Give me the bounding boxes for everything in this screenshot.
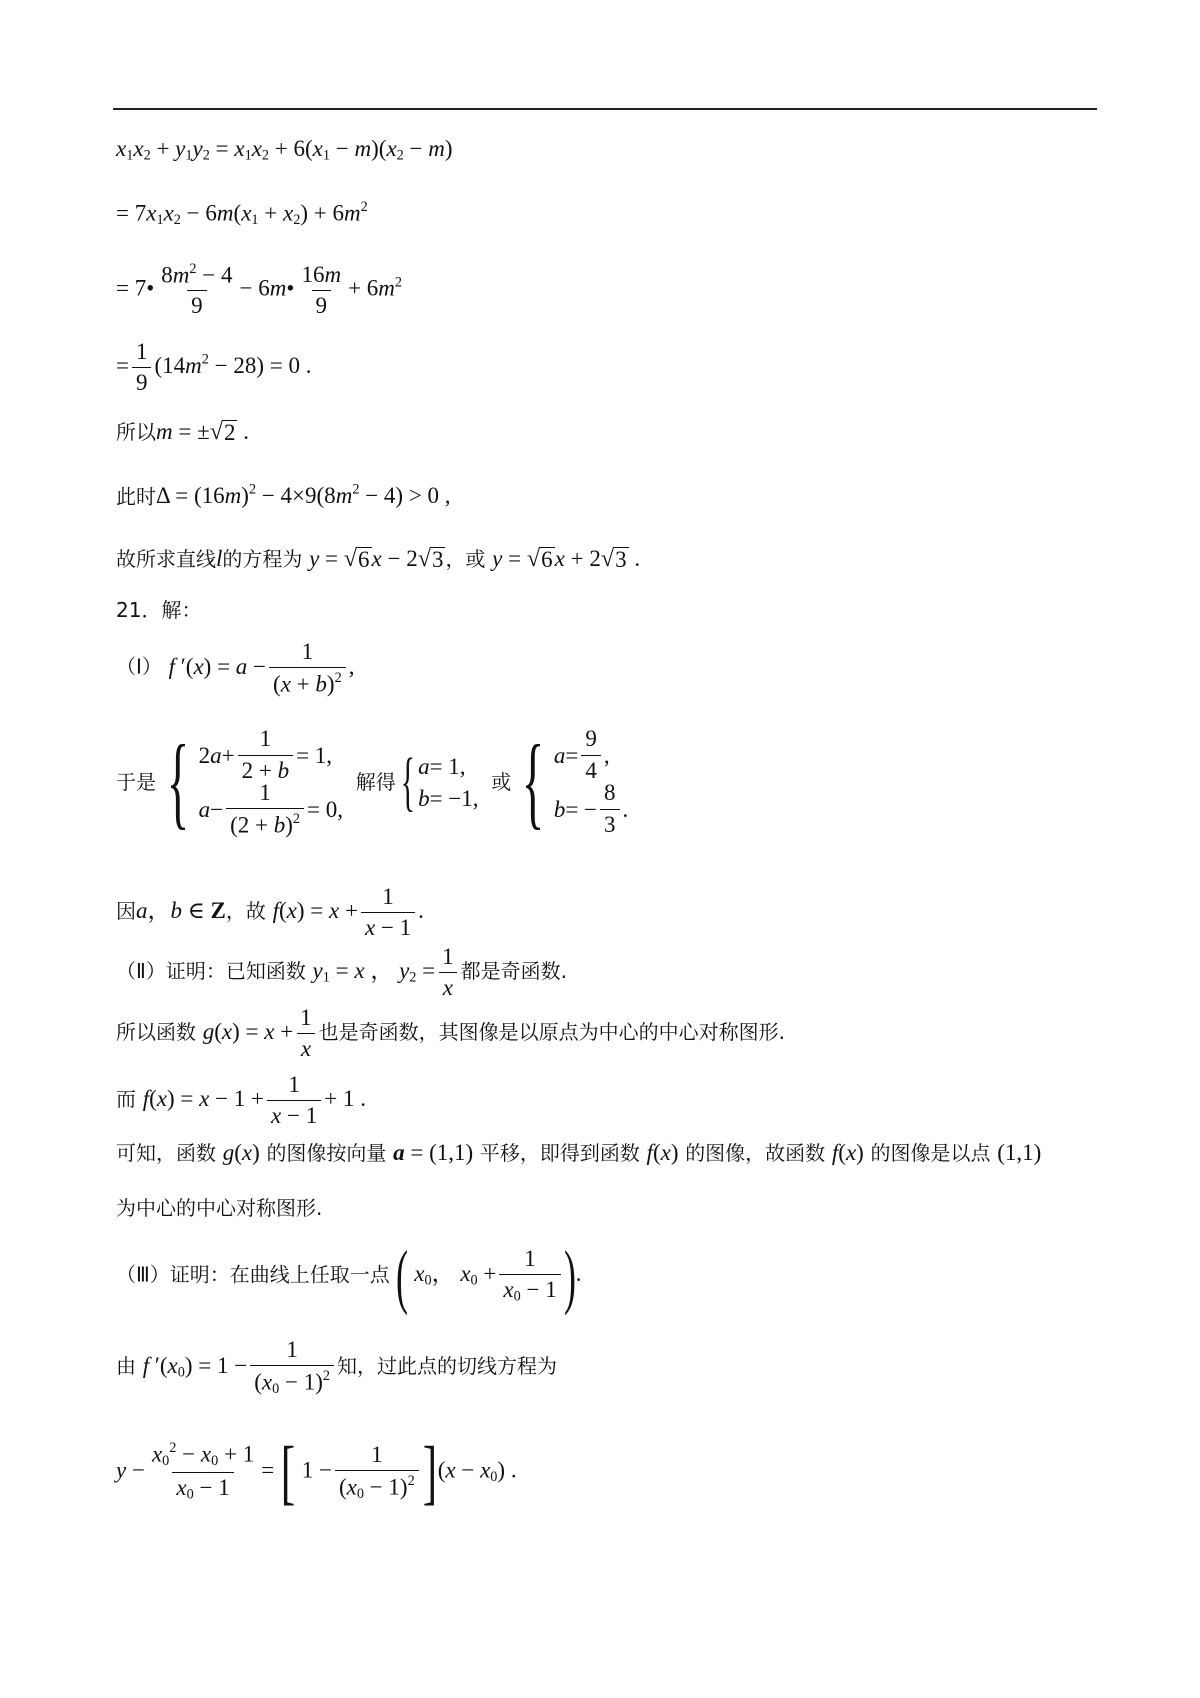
part2-point: (1,1) bbox=[997, 1140, 1042, 1165]
question-21-heading: 21．解： bbox=[116, 598, 202, 622]
step7-var: l bbox=[216, 546, 223, 571]
part3-line-2: 由 f $'(x_0) = 1$ − $\frac{1}{(x_0 - 1)^2}$ 知，过此点的切线方程为 bbox=[116, 1337, 558, 1397]
math-step-7: 故所求直线l的方程为 y = √ 6 x − 2 √ 3 ，或 y = √ 6 x + 2 √ 3 . bbox=[116, 545, 641, 572]
part1-label: （Ⅰ） bbox=[116, 654, 162, 679]
part2-text4-c: 平移，即得到函数 bbox=[479, 1141, 640, 1165]
step7-prefix: 故所求直线 bbox=[116, 547, 216, 571]
step7-mid: 的方程为 bbox=[222, 547, 303, 571]
part1-system: 于是 { 2 a + $\frac{1}{2 + b}$ = 1, a − $\frac{1}{(2 + b)^2}$ = 0, 解得 { a = 1, b = −1, 或 { a = $\frac{9}{4}$ , b = − $\frac{8}{3}$ . bbox=[116, 724, 629, 839]
step7-or: ，或 bbox=[445, 547, 486, 571]
step6-prefix: 此时 bbox=[116, 484, 156, 509]
part3-text2-prefix: 由 bbox=[116, 1353, 136, 1378]
part3-label: （Ⅲ）证明： bbox=[116, 1262, 230, 1287]
part2-line-1: （Ⅱ）证明：已知函数 $y_1 = x$ ， $y_2$ = $\frac{1}{x}$ 都是奇函数. bbox=[116, 944, 568, 1001]
part1-derivative: （Ⅰ） f ′(x) = a − $\frac{1}{(x + b)^2}$ , bbox=[116, 639, 355, 697]
solve-label: 解得 bbox=[355, 770, 396, 794]
part2-line-5: 为中心的中心对称图形. bbox=[116, 1196, 323, 1220]
part2-text3-prefix: 而 bbox=[116, 1086, 136, 1111]
part2-line-4: 可知，函数 g(x) 的图像按向量 a = (1,1) 平移，即得到函数 f(x) 的图像，故函数 f(x) 的图像是以点 (1,1) bbox=[116, 1140, 1042, 1165]
conclusion-prefix: 因 bbox=[116, 898, 136, 923]
math-step-6: 此时$\Delta = (16m)^2 - 4\times 9(8m^2 - 4) > 0$ , bbox=[116, 482, 451, 509]
part2-text1-suffix: 都是奇函数. bbox=[460, 958, 568, 983]
part2-line-3: 而 f(x) = x − 1 + $\frac{1}{x - 1}$ + 1 . bbox=[116, 1072, 366, 1129]
part2-line-2: 所以函数 g(x) = x + $\frac{1}{x}$ 也是奇函数，其图像是以原点为中心的中心对称图形. bbox=[116, 1005, 786, 1062]
part2-text4-d: 的图像，故函数 bbox=[685, 1141, 826, 1165]
part3-text2-suffix: 知，过此点的切线方程为 bbox=[337, 1353, 558, 1378]
or-label: 或 bbox=[491, 770, 512, 794]
part2-text2-prefix: 所以函数 bbox=[116, 1019, 196, 1044]
part2-label: （Ⅱ）证明： bbox=[116, 958, 226, 983]
part2-text2-suffix: 也是奇函数，其图像是以原点为中心的中心对称图形. bbox=[318, 1019, 786, 1044]
header-rule bbox=[113, 108, 1097, 110]
math-step-4: = $\frac{1}{9}$ $(14m^2 - 28) = 0$ . bbox=[116, 339, 312, 396]
math-step-1: $x_1x_2 + y_1y_2 = x_1x_2 + 6(x_1 - m)(x_2 - m)$ bbox=[116, 136, 453, 164]
math-step-2: = $7x_1x_2 - 6m(x_1 + x_2) + 6m^2$ bbox=[116, 199, 368, 228]
part3-tangent: y − $\frac{x_0^2 - x_0 + 1}{x_0 - 1}$ = [ 1 − $\frac{1}{(x_0 - 1)^2}$ ]$(x - x_0)$ . bbox=[116, 1432, 517, 1512]
part3-text1: 在曲线上任取一点 bbox=[229, 1262, 390, 1287]
part2-text4-b: 的图像按向量 bbox=[266, 1141, 387, 1165]
part2-text1-prefix: 已知函数 bbox=[225, 958, 306, 983]
part1-conclusion: 因a，b ∈ Z，故 f(x) = x + $\frac{1}{x - 1}$ . bbox=[116, 884, 424, 941]
system-prefix: 于是 bbox=[116, 770, 156, 794]
step5-prefix: 所以 bbox=[116, 420, 156, 444]
part3-line-1: （Ⅲ）证明：在曲线上任取一点 ( $x_0$， $x_0$ + $\frac{1}{x_0 - 1}$ ). bbox=[116, 1236, 582, 1316]
part2-text4-e: 的图像是以点 bbox=[870, 1141, 991, 1165]
part2-text4-a: 可知，函数 bbox=[116, 1141, 216, 1165]
math-step-5: 所以m = ± √ 2 . bbox=[116, 418, 249, 445]
math-step-3: = 7• $\frac{8m^2 - 4}{9}$ − 6m• $\frac{16m}{9}$ + $6m^2$ bbox=[116, 261, 403, 319]
